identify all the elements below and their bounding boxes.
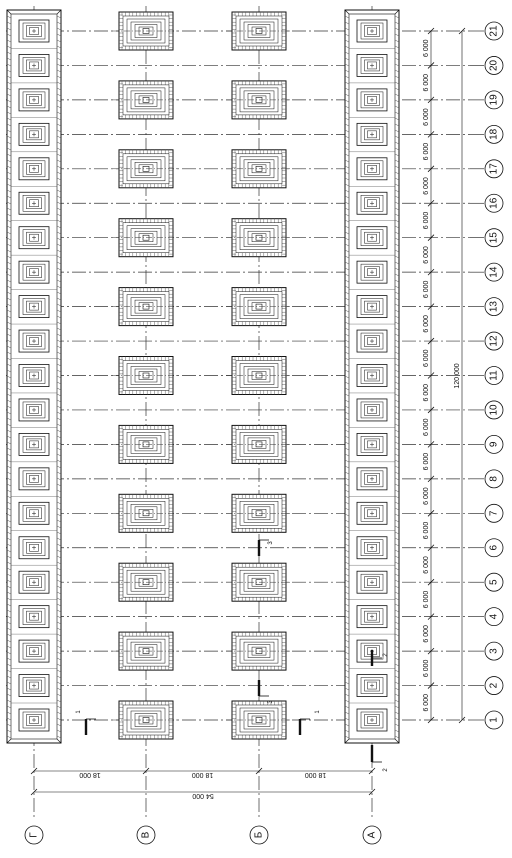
row-axis-label: 17 bbox=[488, 163, 500, 175]
row-spacing-label: 6 000 bbox=[423, 452, 430, 471]
row-axis-label: 15 bbox=[488, 232, 500, 244]
column-axis-label: А bbox=[366, 831, 378, 839]
row-spacing-label: 6 000 bbox=[423, 142, 430, 161]
bay-label: 18 000 bbox=[191, 771, 214, 778]
section-label: 3 bbox=[268, 700, 274, 704]
section-label: 3 bbox=[268, 541, 274, 545]
row-axis-label: 14 bbox=[488, 266, 500, 278]
row-spacing-label: 6 000 bbox=[423, 349, 430, 368]
row-axis-label: 8 bbox=[488, 476, 500, 482]
row-axis-label: 9 bbox=[488, 441, 500, 448]
row-spacing-label: 6 000 bbox=[423, 487, 430, 505]
row-axis-label: 5 bbox=[488, 579, 500, 585]
section-label: 1 bbox=[76, 710, 82, 714]
section-label: 1 bbox=[315, 710, 321, 714]
column-axis-label: Б bbox=[253, 831, 265, 839]
row-axis-label: 2 bbox=[488, 682, 500, 689]
row-spacing-label: 6 000 bbox=[423, 556, 430, 574]
row-spacing-label: 6 000 bbox=[423, 418, 430, 436]
row-spacing-label: 6 000 bbox=[423, 659, 430, 678]
row-spacing-label: 6 000 bbox=[423, 521, 430, 540]
row-axis-label: 16 bbox=[488, 197, 500, 209]
row-spacing-label: 6 000 bbox=[423, 73, 430, 92]
row-axis-label: 10 bbox=[488, 404, 500, 416]
bay-label: 18 000 bbox=[304, 771, 327, 778]
row-axis-label: 13 bbox=[488, 301, 500, 313]
row-axis-label: 3 bbox=[488, 648, 500, 654]
bay-label: 18 000 bbox=[79, 771, 101, 778]
section-label: 2 bbox=[383, 768, 389, 772]
row-axis-label: 11 bbox=[488, 370, 500, 381]
row-axis-label: 12 bbox=[488, 335, 500, 347]
column-axis-label: Г bbox=[28, 832, 40, 838]
row-axis-label: 4 bbox=[488, 613, 500, 620]
total-length-label: 120 000 bbox=[454, 363, 461, 389]
row-spacing-label: 6 000 bbox=[423, 211, 430, 230]
row-axis-label: 18 bbox=[488, 128, 500, 140]
row-spacing-label: 6 000 bbox=[423, 383, 430, 402]
row-axis-label: 19 bbox=[488, 94, 500, 106]
row-axis-label: 20 bbox=[488, 59, 500, 72]
section-label: 2 bbox=[383, 653, 389, 657]
row-spacing-label: 6 000 bbox=[423, 280, 430, 299]
row-spacing-label: 6 000 bbox=[423, 625, 430, 643]
row-spacing-label: 6 000 bbox=[423, 315, 430, 333]
row-spacing-label: 6 000 bbox=[423, 177, 430, 195]
row-spacing-label: 6 000 bbox=[423, 39, 430, 57]
row-axis-label: 21 bbox=[488, 25, 500, 37]
row-axis-label: 7 bbox=[488, 510, 500, 517]
row-spacing-label: 6 000 bbox=[423, 694, 430, 712]
row-spacing-label: 6 000 bbox=[423, 108, 430, 126]
row-spacing-label: 6 000 bbox=[423, 246, 430, 264]
row-axis-label: 6 bbox=[488, 544, 500, 551]
column-axis-label: В bbox=[140, 831, 152, 839]
row-axis-label: 1 bbox=[488, 717, 500, 723]
row-spacing-label: 6 000 bbox=[423, 590, 430, 609]
total-width-label: 54 000 bbox=[192, 792, 214, 799]
